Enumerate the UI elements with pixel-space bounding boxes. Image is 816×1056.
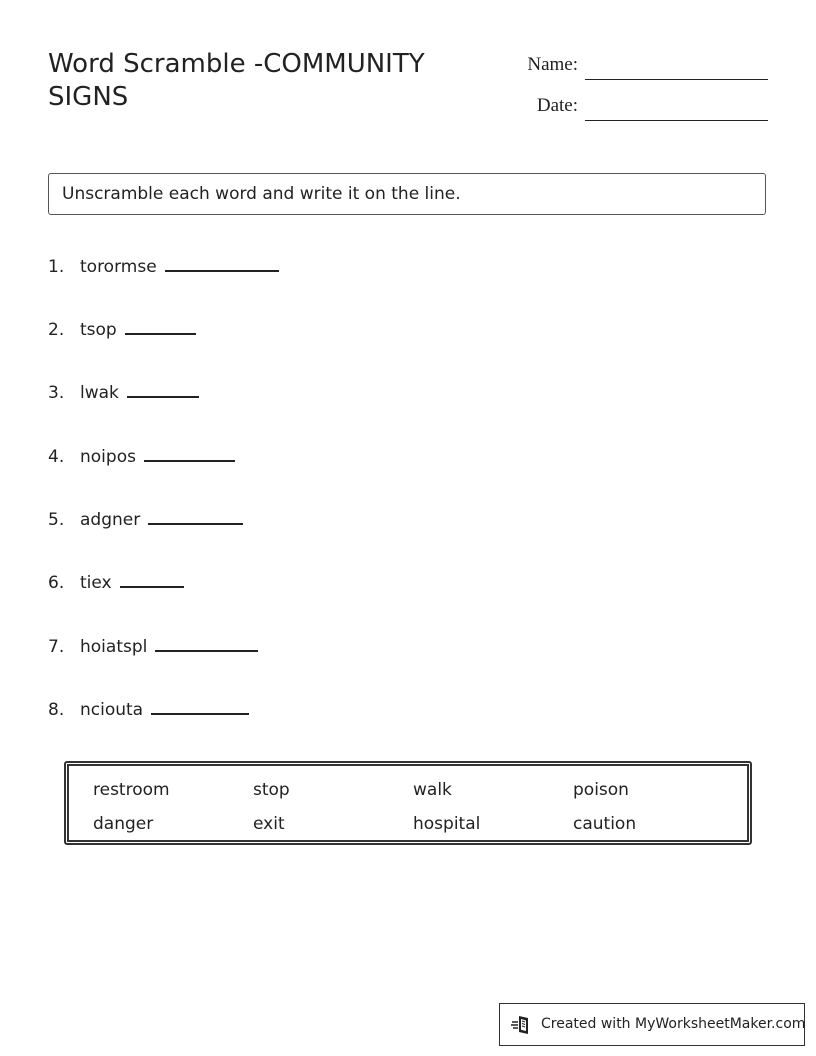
answer-line[interactable] [144, 459, 235, 462]
word-bank-item: hospital [413, 814, 481, 834]
word-bank [64, 761, 752, 845]
question-number: 5. [48, 510, 65, 530]
question-item [48, 573, 184, 599]
name-line[interactable] [585, 79, 768, 80]
name-label: Name: [527, 54, 578, 75]
question-number: 4. [48, 447, 65, 467]
worksheet-title: Word Scramble -COMMUNITY SIGNS [48, 49, 425, 112]
date-field [500, 95, 768, 121]
answer-line[interactable] [148, 522, 243, 525]
date-label: Date: [536, 95, 578, 116]
name-field [500, 54, 768, 80]
date-line[interactable] [585, 120, 768, 121]
question-item [48, 637, 258, 663]
answer-line[interactable] [127, 395, 199, 398]
word-bank-item: danger [93, 814, 154, 834]
instructions-box: Unscramble each word and write it on the line. [48, 173, 766, 215]
word-bank-item: poison [573, 780, 629, 800]
question-item [48, 510, 243, 536]
answer-line[interactable] [120, 585, 184, 588]
scrambled-word: tiex [80, 573, 112, 593]
scrambled-word: tsop [80, 320, 117, 340]
question-number: 3. [48, 383, 65, 403]
word-bank-item: walk [413, 780, 452, 800]
word-bank-item: caution [573, 814, 637, 834]
question-number: 1. [48, 257, 65, 277]
question-number: 8. [48, 700, 65, 720]
worksheet-maker-logo-icon [510, 1013, 534, 1037]
answer-line[interactable] [125, 332, 196, 335]
answer-line[interactable] [151, 712, 249, 715]
scrambled-word: adgner [80, 510, 141, 530]
answer-line[interactable] [165, 269, 279, 272]
question-number: 7. [48, 637, 65, 657]
word-bank-item: restroom [93, 780, 170, 800]
word-bank-item: exit [253, 814, 285, 834]
scrambled-word: torormse [80, 257, 157, 277]
question-number: 6. [48, 573, 65, 593]
question-item [48, 383, 199, 409]
question-item [48, 447, 235, 473]
question-item [48, 320, 196, 346]
question-item [48, 700, 249, 726]
word-bank-item: stop [253, 780, 290, 800]
question-number: 2. [48, 320, 65, 340]
footer-badge[interactable] [499, 1003, 805, 1046]
scrambled-word: hoiatspl [80, 637, 148, 657]
scrambled-word: noipos [80, 447, 136, 467]
scrambled-word: nciouta [80, 700, 144, 720]
answer-line[interactable] [155, 649, 258, 652]
question-item [48, 257, 279, 283]
footer-text: Created with MyWorksheetMaker.com [541, 1016, 806, 1032]
scrambled-word: lwak [80, 383, 119, 403]
